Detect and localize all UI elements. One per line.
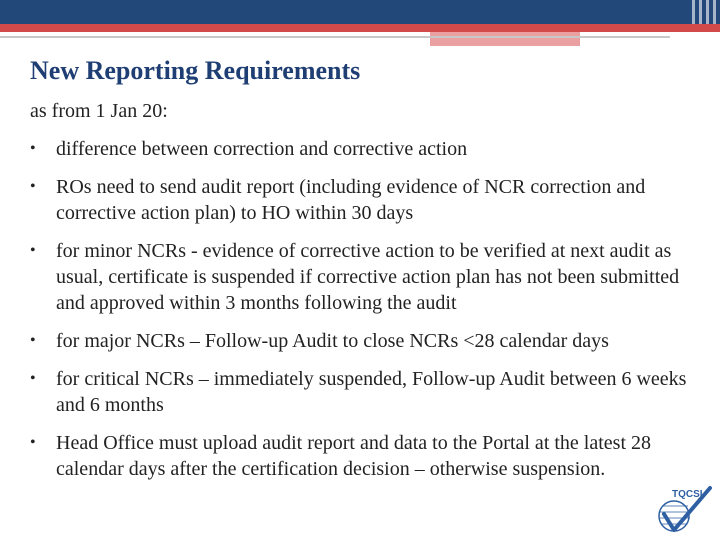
bullet-text: difference between correction and corrective action bbox=[56, 138, 468, 160]
slide-subtitle: as from 1 Jan 20: bbox=[30, 100, 168, 122]
bullet-text: for critical NCRs – immediately suspended, Follow-up Audit between 6 weeks and 6 months bbox=[56, 368, 687, 416]
bullet-list bbox=[28, 136, 700, 494]
bullet-marker: • bbox=[30, 434, 36, 451]
bullet-marker: • bbox=[30, 140, 36, 157]
header-red-band bbox=[0, 24, 720, 32]
bullet-item bbox=[28, 174, 700, 226]
bullet-text: for minor NCRs - evidence of corrective action to be verified at next audit as usual, certificate is suspended if corrective action plan has not been submitted and approved within 3 months following the audit bbox=[56, 240, 680, 314]
bullet-item bbox=[28, 366, 700, 418]
bullet-item bbox=[28, 430, 700, 482]
bullet-marker: • bbox=[30, 370, 36, 387]
slide-title: New Reporting Requirements bbox=[30, 56, 361, 85]
bullet-item bbox=[28, 238, 700, 316]
bullet-text: ROs need to send audit report (including evidence of NCR correction and corrective action plan) to HO within 30 days bbox=[56, 176, 646, 224]
header-bar bbox=[0, 0, 720, 24]
bullet-marker: • bbox=[30, 242, 36, 259]
bullet-item bbox=[28, 328, 700, 354]
header-red-accent bbox=[430, 32, 580, 46]
header-divider bbox=[0, 36, 670, 38]
bullet-text: for major NCRs – Follow-up Audit to close NCRs <28 calendar days bbox=[56, 330, 609, 352]
bullet-item bbox=[28, 136, 700, 162]
bullet-marker: • bbox=[30, 178, 36, 195]
logo-text: TQCSI bbox=[672, 489, 703, 500]
bullet-marker: • bbox=[30, 332, 36, 349]
checkmark-logo-icon bbox=[652, 484, 714, 536]
bullet-text: Head Office must upload audit report and data to the Portal at the latest 28 calendar days after the certification decision – otherwise suspension. bbox=[56, 432, 652, 480]
